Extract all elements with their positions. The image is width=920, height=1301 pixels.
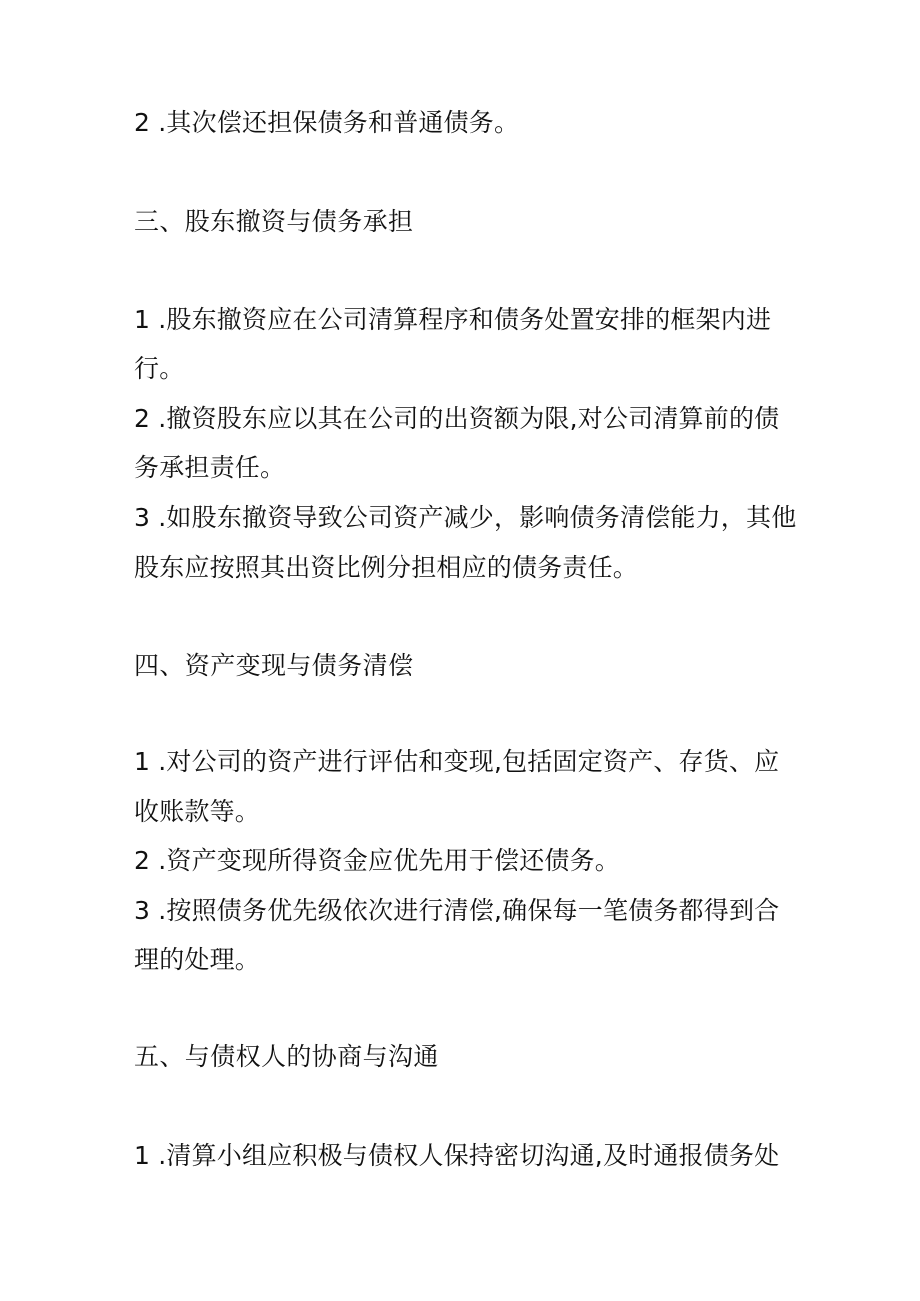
section-heading: 四、资产变现与债务清偿 bbox=[134, 651, 414, 680]
item-line: 3 .按照债务优先级依次进行清偿,确保每一笔债务都得到合 bbox=[134, 896, 780, 925]
item-line-continuation: 行。 bbox=[134, 354, 185, 383]
item-line: 1 .对公司的资产进行评估和变现,包括固定资产、存货、应 bbox=[134, 747, 780, 776]
section-heading: 三、股东撤资与债务承担 bbox=[134, 207, 414, 236]
item-line: 2 .撤资股东应以其在公司的出资额为限,对公司清算前的债 bbox=[134, 404, 780, 433]
item-line-continuation: 股东应按照其出资比例分担相应的债务责任。 bbox=[134, 553, 639, 582]
item-line: 1 .股东撤资应在公司清算程序和债务处置安排的框架内进 bbox=[134, 305, 772, 334]
section-heading: 五、与债权人的协商与沟通 bbox=[134, 1042, 439, 1071]
item-line: 2 .资产变现所得资金应优先用于偿还债务。 bbox=[134, 846, 621, 875]
item-line: 3 .如股东撤资导致公司资产减少，影响债务清偿能力，其他 bbox=[134, 503, 797, 532]
item-line: 2 .其次偿还担保债务和普通债务。 bbox=[134, 108, 520, 137]
item-line-continuation: 理的处理。 bbox=[134, 945, 261, 974]
item-line-continuation: 收账款等。 bbox=[134, 797, 261, 826]
item-line: 1 .清算小组应积极与债权人保持密切沟通,及时通报债务处 bbox=[134, 1141, 780, 1170]
item-line-continuation: 务承担责任。 bbox=[134, 453, 286, 482]
